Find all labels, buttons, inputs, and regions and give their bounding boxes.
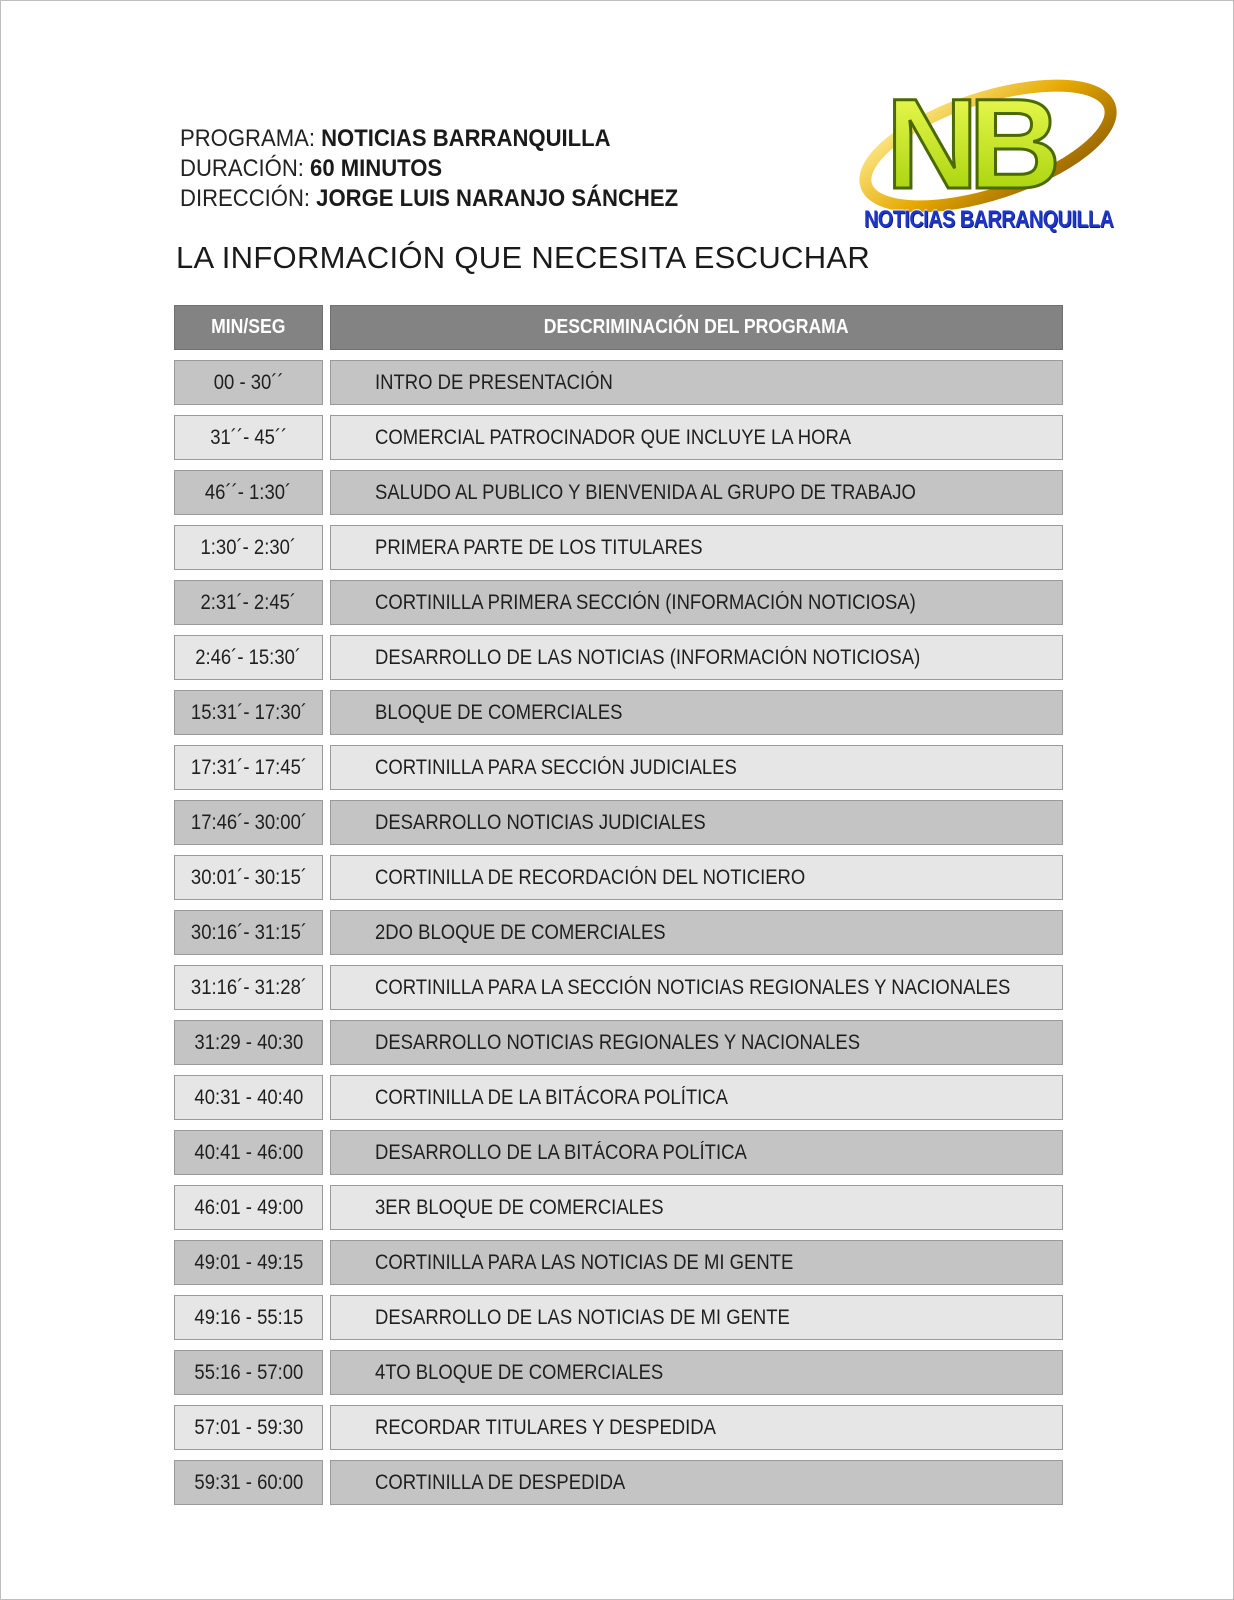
description-cell: DESARROLLO DE LAS NOTICIAS (INFORMACIÓN NOTICIOSA) [330,635,1063,680]
time-cell: 46´´- 1:30´ [174,470,323,515]
table-row [174,855,1063,904]
table-row [174,910,1063,959]
table-row [174,965,1063,1014]
table-row [174,1405,1063,1454]
logo-letters: NB [886,73,1051,216]
description-cell: 4TO BLOQUE DE COMERCIALES [330,1350,1063,1395]
description-cell: 2DO BLOQUE DE COMERCIALES [330,910,1063,955]
duracion-value: 60 MINUTOS [310,155,443,182]
time-cell: 00 - 30´´ [174,360,323,405]
table-row [174,1075,1063,1124]
time-cell: 1:30´- 2:30´ [174,525,323,570]
time-cell: 17:31´- 17:45´ [174,745,323,790]
direccion-value: JORGE LUIS NARANJO SÁNCHEZ [316,185,679,212]
column-header-time: MIN/SEG [174,305,323,350]
direccion-line [180,184,678,214]
table-row [174,415,1063,464]
description-cell: 3ER BLOQUE DE COMERCIALES [330,1185,1063,1230]
table-row [174,745,1063,794]
description-cell: PRIMERA PARTE DE LOS TITULARES [330,525,1063,570]
program-info [180,124,678,214]
description-cell: DESARROLLO DE LA BITÁCORA POLÍTICA [330,1130,1063,1175]
description-cell: DESARROLLO NOTICIAS JUDICIALES [330,800,1063,845]
duracion-label: DURACIÓN: [180,155,304,182]
logo-text: NOTICIAS BARRANQUILLA [864,206,1114,233]
description-cell: CORTINILLA PARA LA SECCIÓN NOTICIAS REGIONALES Y NACIONALES [330,965,1063,1010]
direccion-label: DIRECCIÓN: [180,185,311,212]
time-cell: 49:16 - 55:15 [174,1295,323,1340]
description-cell: COMERCIAL PATROCINADOR QUE INCLUYE LA HORA [330,415,1063,460]
table-row [174,1460,1063,1509]
table-header [174,305,1063,354]
programa-label: PROGRAMA: [180,125,315,152]
time-cell: 59:31 - 60:00 [174,1460,323,1505]
time-cell: 31´´- 45´´ [174,415,323,460]
time-cell: 15:31´- 17:30´ [174,690,323,735]
time-cell: 2:46´- 15:30´ [174,635,323,680]
table-row [174,580,1063,629]
table-row [174,1130,1063,1179]
time-cell: 40:41 - 46:00 [174,1130,323,1175]
time-cell: 40:31 - 40:40 [174,1075,323,1120]
description-cell: INTRO DE PRESENTACIÓN [330,360,1063,405]
programa-value: NOTICIAS BARRANQUILLA [321,125,611,152]
description-cell: CORTINILLA DE RECORDACIÓN DEL NOTICIERO [330,855,1063,900]
table-row [174,470,1063,519]
programa-line [180,124,678,154]
duracion-line [180,154,678,184]
description-cell: CORTINILLA DE DESPEDIDA [330,1460,1063,1505]
description-cell: DESARROLLO NOTICIAS REGIONALES Y NACIONALES [330,1020,1063,1065]
table-row [174,800,1063,849]
table-row [174,525,1063,574]
table-row [174,1240,1063,1289]
time-cell: 30:01´- 30:15´ [174,855,323,900]
time-cell: 46:01 - 49:00 [174,1185,323,1230]
table-row [174,1020,1063,1069]
schedule-table [174,305,1063,1515]
table-row [174,690,1063,739]
description-cell: CORTINILLA PARA SECCIÓN JUDICIALES [330,745,1063,790]
time-cell: 55:16 - 57:00 [174,1350,323,1395]
slogan: LA INFORMACIÓN QUE NECESITA ESCUCHAR [176,240,871,275]
description-cell: BLOQUE DE COMERCIALES [330,690,1063,735]
table-row [174,1350,1063,1399]
time-cell: 31:29 - 40:30 [174,1020,323,1065]
time-cell: 30:16´- 31:15´ [174,910,323,955]
time-cell: 57:01 - 59:30 [174,1405,323,1450]
description-cell: SALUDO AL PUBLICO Y BIENVENIDA AL GRUPO DE TRABAJO [330,470,1063,515]
description-cell: CORTINILLA DE LA BITÁCORA POLÍTICA [330,1075,1063,1120]
table-row [174,360,1063,409]
table-row [174,635,1063,684]
time-cell: 17:46´- 30:00´ [174,800,323,845]
time-cell: 2:31´- 2:45´ [174,580,323,625]
time-cell: 49:01 - 49:15 [174,1240,323,1285]
table-row [174,1185,1063,1234]
time-cell: 31:16´- 31:28´ [174,965,323,1010]
description-cell: RECORDAR TITULARES Y DESPEDIDA [330,1405,1063,1450]
table-row [174,1295,1063,1344]
description-cell: CORTINILLA PARA LAS NOTICIAS DE MI GENTE [330,1240,1063,1285]
description-cell: DESARROLLO DE LAS NOTICIAS DE MI GENTE [330,1295,1063,1340]
column-header-description: DESCRIMINACIÓN DEL PROGRAMA [330,305,1063,350]
description-cell: CORTINILLA PRIMERA SECCIÓN (INFORMACIÓN NOTICIOSA) [330,580,1063,625]
